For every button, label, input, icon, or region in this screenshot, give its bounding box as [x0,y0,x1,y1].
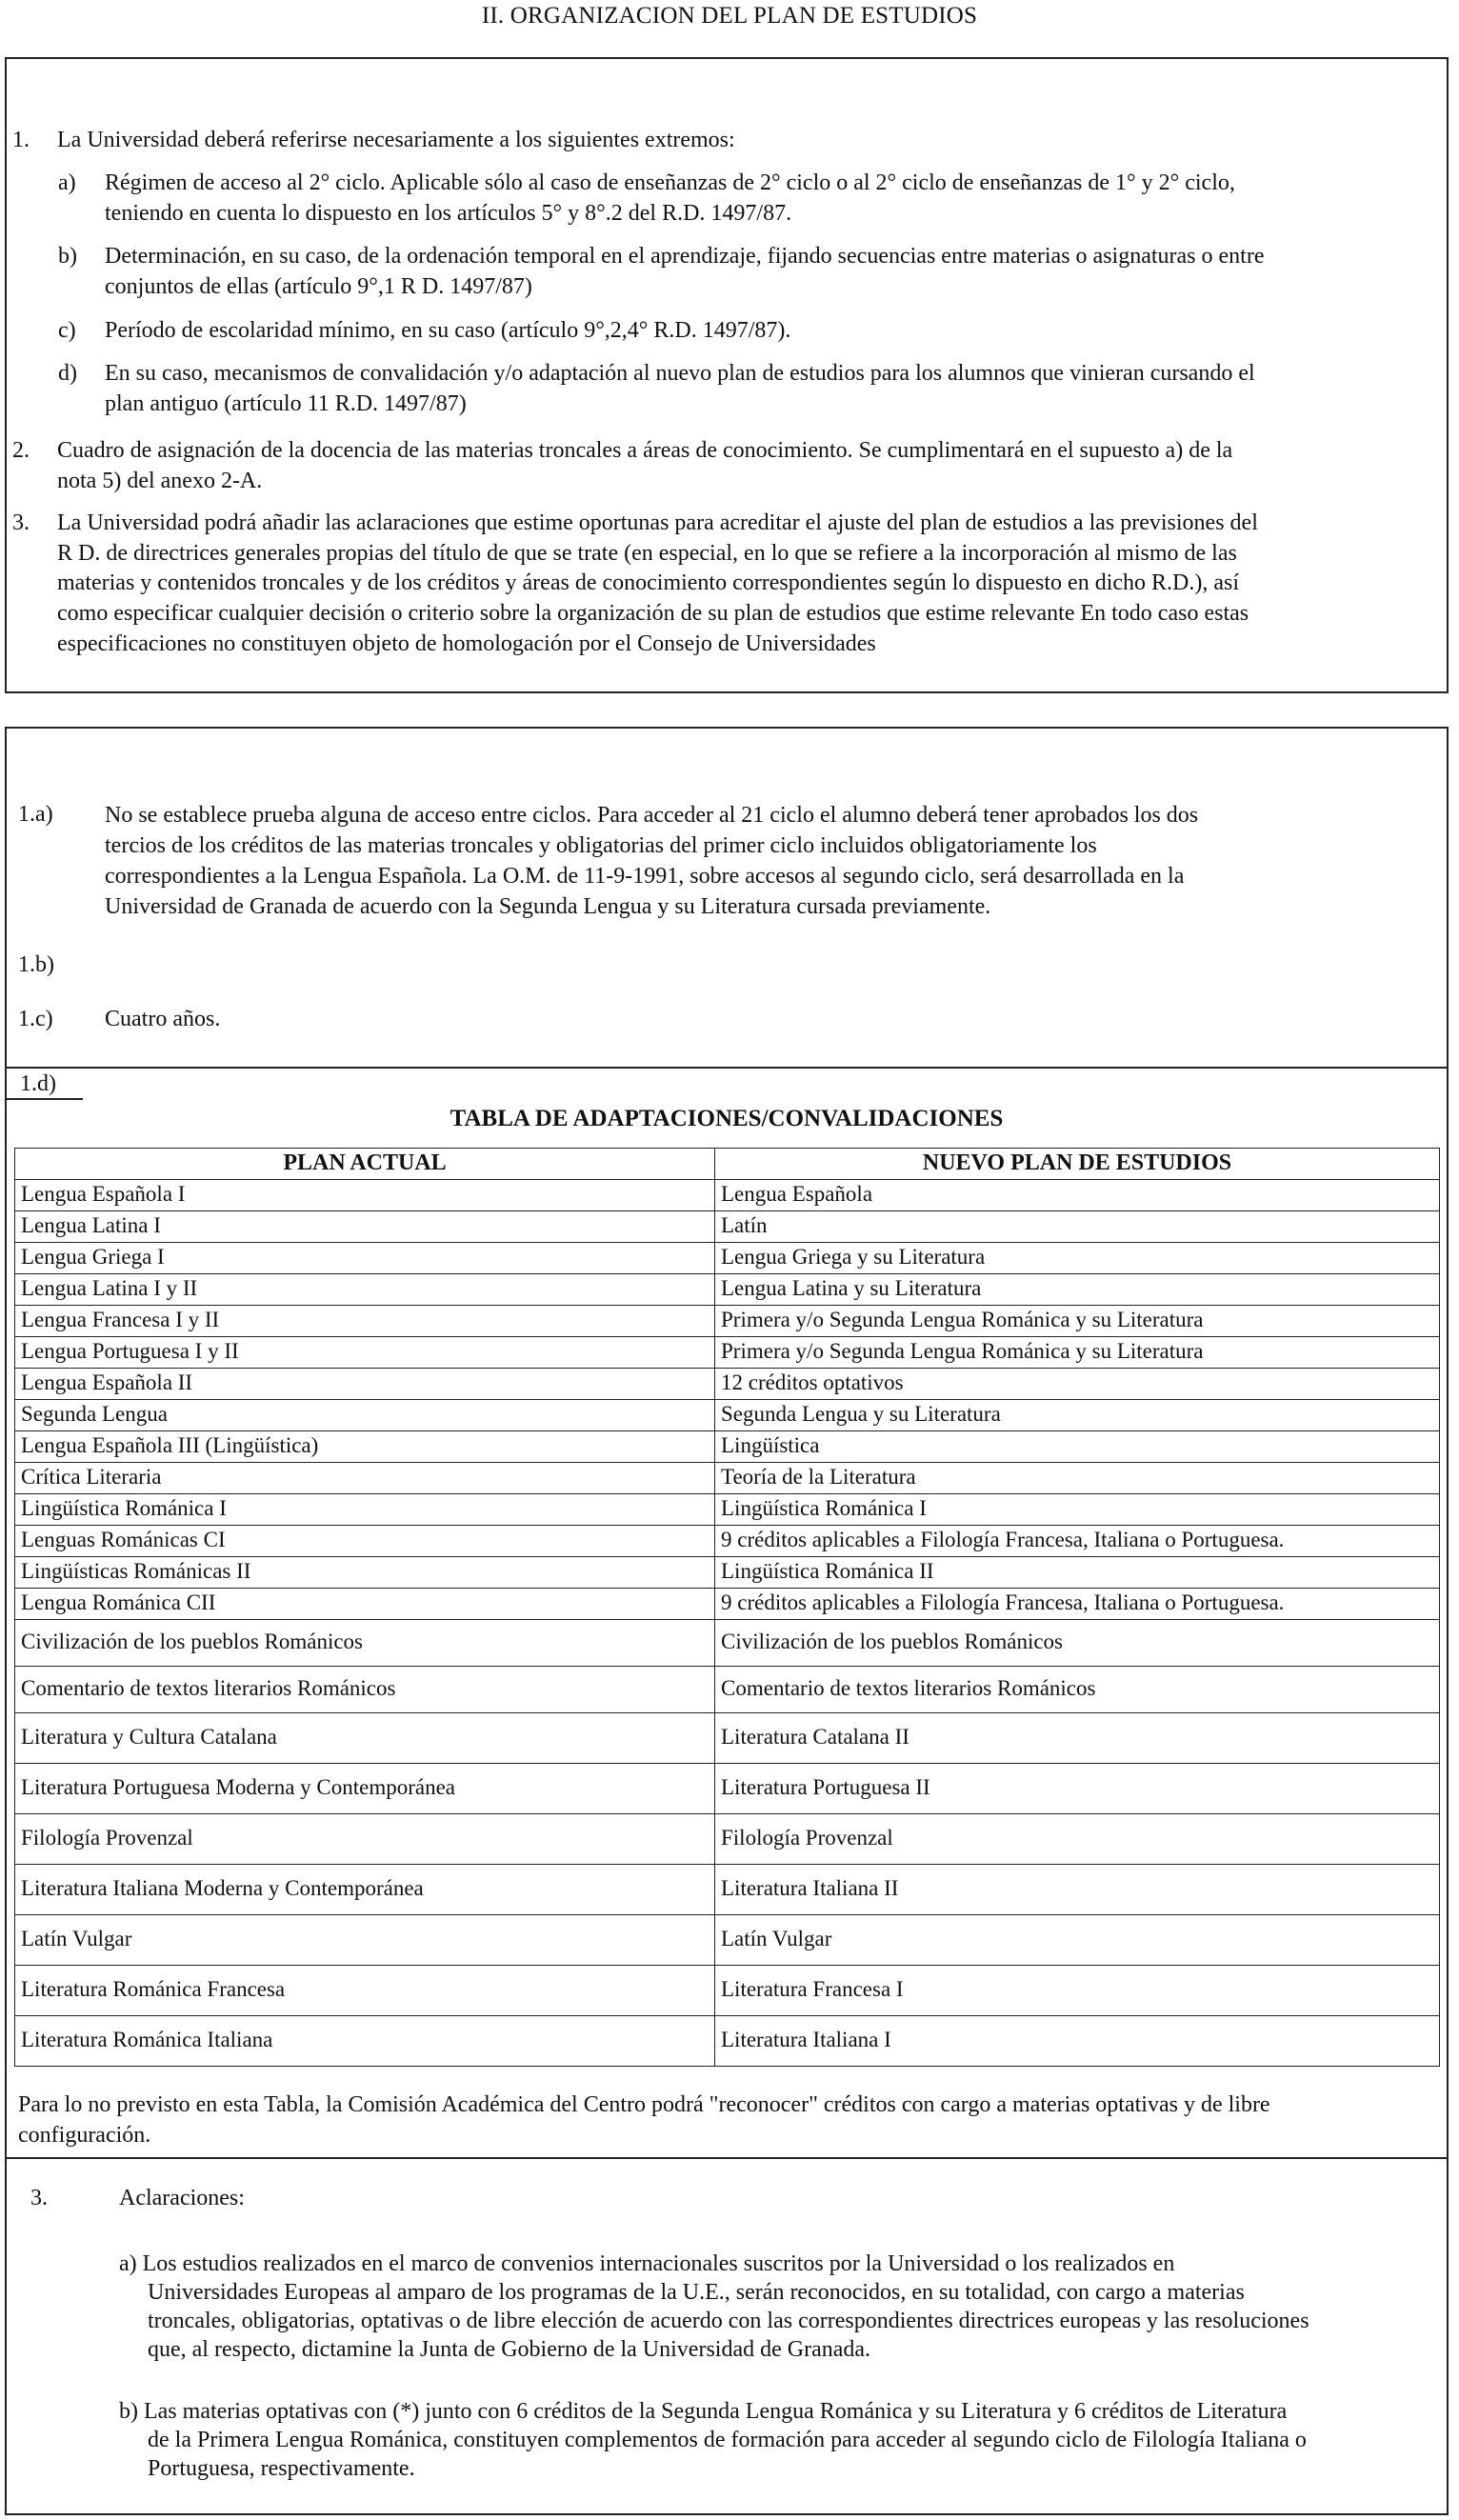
table-row [15,1399,1440,1430]
item-2-text: Cuadro de asignación de la docencia de las materias troncales a áreas de conocimiento. Se cumplimentará en el supuesto a) de la nota 5) del anexo 2-A. [57,438,1233,493]
table-cell: Lingüísticas Románicas II [15,1556,715,1588]
sub-c-text: Período de escolaridad mínimo, en su caso (artículo 9°,2,4° R.D. 1497/87). [105,318,791,343]
clarification-a: a) Los estudios realizados en el marco de convenios internacionales suscritos por la Universidad o los realizados en Universidades Europeas al amparo de los programas de la U.E., serán reconocidos, en su totalidad, con cargo a materias troncales, obligatorias, optativas o de libre elección de acuerdo con las correspondientes directrices europeas y las resoluciones que, al respecto, dictamine la Junta de Gobierno de la Universidad de Granada. [119,2251,1309,2362]
table-row [15,1965,1440,2015]
table-row [15,1430,1440,1462]
table-title: TABLA DE ADAPTACIONES/CONVALIDACIONES [450,1106,1004,1131]
item-1a-text: No se establece prueba alguna de acceso entre ciclos. Para acceder al 21 ciclo el alumno deberá tener aprobados los dos tercios de los créditos de las materias troncales y obligatorias del primer ciclo incluidos obligatoriamente los correspondientes a la Lengua Española. La O.M. de 11-9-1991, sobre accesos al segundo ciclo, será desarrollada en la Universidad de Granada de acuerdo con la Segunda Lengua y su Literatura cursada previamente. [105,803,1199,919]
table-cell: Lengua Latina I y II [15,1273,715,1305]
table-cell: Lengua Románica CII [15,1588,715,1619]
divider [7,1067,1447,1069]
table-header-current-plan: PLAN ACTUAL [15,1149,715,1180]
page-title: II. ORGANIZACION DEL PLAN DE ESTUDIOS [481,3,978,29]
table-cell: Lengua Latina I [15,1210,715,1242]
table-cell: Latín Vulgar [715,1914,1440,1965]
table-row [15,1525,1440,1556]
table-cell: Primera y/o Segunda Lengua Románica y su Literatura [715,1336,1440,1368]
table-row [15,1336,1440,1368]
table-cell: Literatura Italiana Moderna y Contemporánea [15,1864,715,1914]
table-row [15,1914,1440,1965]
table-cell: 9 créditos aplicables a Filología Francesa, Italiana o Portuguesa. [715,1588,1440,1619]
table-row [15,1864,1440,1914]
table-cell: Lingüística Románica I [15,1493,715,1525]
table-cell: Literatura Románica Francesa [15,1965,715,2015]
table-row [15,1666,1440,1712]
divider [7,1098,83,1100]
table-cell: Filología Provenzal [715,1813,1440,1864]
divider [7,2157,1447,2159]
table-row [15,1556,1440,1588]
clarifications-title: Aclaraciones: [119,2186,245,2210]
table-cell: Literatura Románica Italiana [15,2015,715,2066]
table-cell: Civilización de los pueblos Románicos [715,1619,1440,1666]
table-cell: Lengua Española II [15,1368,715,1399]
table-cell: Lengua Francesa I y II [15,1305,715,1336]
table-cell: Literatura Portuguesa Moderna y Contemporánea [15,1763,715,1813]
table-cell: Lengua Latina y su Literatura [715,1273,1440,1305]
table-cell: Civilización de los pueblos Románicos [15,1619,715,1666]
table-row [15,1242,1440,1273]
table-cell: Literatura y Cultura Catalana [15,1712,715,1763]
sub-d-label: d) [58,361,77,386]
item-1c-text: Cuatro años. [105,1007,221,1031]
item-1c-label: 1.c) [18,1007,53,1031]
table-cell: 12 créditos optativos [715,1368,1440,1399]
table-row [15,1368,1440,1399]
table-cell: Lingüística Románica I [715,1493,1440,1525]
table-row [15,1813,1440,1864]
table-note: Para lo no previsto en esta Tabla, la Comisión Académica del Centro podrá "reconocer" créditos con cargo a materias optativas y de libre configuración. [18,2092,1270,2148]
table-cell: Lingüística [715,1430,1440,1462]
sub-b-label: b) [58,244,77,269]
table-cell: Crítica Literaria [15,1462,715,1493]
table-cell: Lingüística Románica II [715,1556,1440,1588]
table-cell: 9 créditos aplicables a Filología Francesa, Italiana o Portuguesa. [715,1525,1440,1556]
table-row [15,2015,1440,2066]
table-row [15,1763,1440,1813]
table-cell: Lengua Española [715,1179,1440,1210]
table-row [15,1305,1440,1336]
table-cell: Lengua Española I [15,1179,715,1210]
item-1d-label: 1.d) [20,1071,56,1096]
table-cell: Teoría de la Literatura [715,1462,1440,1493]
table-row [15,1273,1440,1305]
table-row [15,1493,1440,1525]
sub-c-label: c) [58,318,76,343]
table-cell: Lengua Griega y su Literatura [715,1242,1440,1273]
sub-a-label: a) [58,170,76,195]
table-row [15,1462,1440,1493]
table-row [15,1179,1440,1210]
item-2-number: 2. [12,438,30,463]
table-cell: Comentario de textos literarios Románicos [715,1666,1440,1712]
adaptations-table [14,1148,1440,2067]
table-cell: Primera y/o Segunda Lengua Románica y su Literatura [715,1305,1440,1336]
table-cell: Literatura Portuguesa II [715,1763,1440,1813]
table-cell: Latín [715,1210,1440,1242]
sub-d-text: En su caso, mecanismos de convalidación y/o adaptación al nuevo plan de estudios para los alumnos que vinieran cursando el plan antiguo (artículo 11 R.D. 1497/87) [105,361,1255,416]
item-3-number: 3. [12,510,30,535]
table-row [15,1619,1440,1666]
table-cell: Literatura Francesa I [715,1965,1440,2015]
sub-b-text: Determinación, en su caso, de la ordenación temporal en el aprendizaje, fijando secuencias entre materias o asignaturas o entre conjuntos de ellas (artículo 9°,1 R D. 1497/87) [105,244,1265,299]
item-1-number: 1. [12,128,30,152]
table-cell: Segunda Lengua y su Literatura [715,1399,1440,1430]
item-3-text: La Universidad podrá añadir las aclaraciones que estime oportunas para acreditar el ajuste del plan de estudios a las previsiones del R D. de directrices generales propias del título de que se trate (en especial, en lo que se refiere a la incorporación al mismo de las materias y contenidos troncales y de los créditos y áreas de conocimiento correspondientes según lo dispuesto en dicho R.D.), así como especificar cualquier decisión o criterio sobre la organización de su plan de estudios que estime relevante En todo caso estas especificaciones no constituyen objeto de homologación por el Consejo de Universidades [57,510,1258,656]
table-row [15,1712,1440,1763]
sub-a-text: Régimen de acceso al 2° ciclo. Aplicable sólo al caso de enseñanzas de 2° ciclo o al 2° ciclo de enseñanzas de 1° y 2° ciclo, teniendo en cuenta lo dispuesto en los artículos 5° y 8°.2 del R.D. 1497/87. [105,170,1235,226]
table-row [15,1210,1440,1242]
table-header-new-plan: NUEVO PLAN DE ESTUDIOS [715,1149,1440,1180]
table-cell: Comentario de textos literarios Románicos [15,1666,715,1712]
item-1b-label: 1.b) [18,952,54,977]
table-cell: Literatura Catalana II [715,1712,1440,1763]
instructions-box [5,57,1449,693]
table-cell: Filología Provenzal [15,1813,715,1864]
table-cell: Literatura Italiana I [715,2015,1440,2066]
table-cell: Latín Vulgar [15,1914,715,1965]
table-cell: Lengua Portuguesa I y II [15,1336,715,1368]
table-cell: Segunda Lengua [15,1399,715,1430]
plan-details-box [5,727,1449,2515]
item-1a-label: 1.a) [18,802,53,827]
item-1-text: La Universidad deberá referirse necesariamente a los siguientes extremos: [57,128,735,152]
clarification-b: b) Las materias optativas con (*) junto con 6 créditos de la Segunda Lengua Románica y su Literatura y 6 créditos de Literatura de la Primera Lengua Románica, constituyen complementos de formación para acceder al segundo ciclo de Filología Italiana o Portuguesa, respectivamente. [119,2399,1307,2481]
table-cell: Lengua Española III (Lingüística) [15,1430,715,1462]
table-cell: Literatura Italiana II [715,1864,1440,1914]
clarifications-number: 3. [30,2186,48,2210]
table-cell: Lengua Griega I [15,1242,715,1273]
table-row [15,1588,1440,1619]
table-cell: Lenguas Románicas CI [15,1525,715,1556]
